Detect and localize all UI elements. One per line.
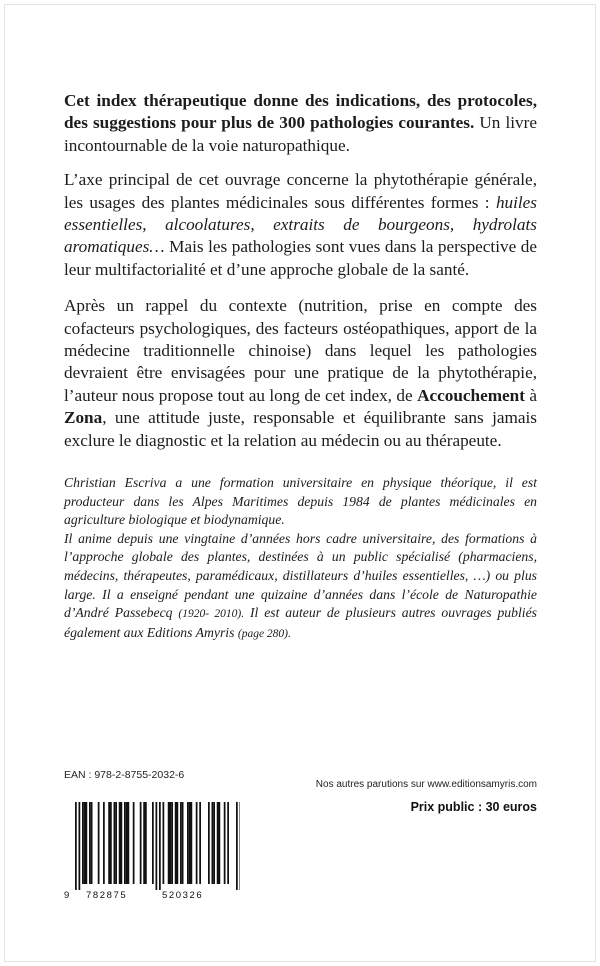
barcode-digits [64,890,240,904]
barcode-bar [86,802,88,884]
barcode-bar [121,802,123,884]
barcode-bar [89,802,91,884]
rappel-text-after: , une attitude juste, responsable et équilibrante sans jamais exclure le diagnostic et la relation au médecin ou au thérapeute. [64,408,537,450]
barcode-bar [170,802,172,884]
barcode-bar [140,802,142,884]
intro-paragraph [64,90,537,157]
barcode-bar [103,802,105,884]
barcode-bar [212,802,214,884]
barcode-bar [82,802,84,884]
barcode-bar [156,802,158,890]
rappel-text-before: Après un rappel du contexte (nutrition, prise en compte des cofacteurs psychologiques, des facteurs ostéopathiques, apport de la médecine traditionnelle chinoise) dans lequel les pathologies devraient être envisagées pour une pratique de la phytothérapie, l’auteur nous propose tout au long de cet index, de [64,296,537,405]
barcode-left-group: 782875 [86,890,128,901]
barcode-bar [187,802,189,884]
barcode-bar [199,802,201,884]
barcode-bar [110,802,112,884]
barcode-bar [119,802,121,884]
barcode-bar [177,802,179,884]
barcode-bar [126,802,128,884]
intro-bold: Cet index thérapeutique donne des indications, des protocoles, des suggestions pour plus de 300 pathologies courantes. [64,91,537,133]
barcode-bar [196,802,198,884]
footer [64,769,537,919]
barcode-bar [75,802,77,890]
barcode-bar [84,802,86,884]
barcode-bar [191,802,193,884]
barcode-bar [143,802,145,884]
barcode-bar [115,802,117,884]
barcode-bar [227,802,229,884]
bio-p2-before: Il anime depuis une vingtaine d’années hors cadre universitaire, des formations à l’approche globale des plantes, destinées à un public spécialisé (pharmaciens, médecins, thérapeutes, paramédicaux, distillateurs d’huiles essentielles, …) ou plus large. Il a enseigné pendant une quizaine d’années dans l’école de Naturopathie d’André Passebecq [64,530,537,621]
barcode-bar [128,802,130,884]
rappel-paragraph [64,295,537,452]
rappel-mid: à [524,385,537,405]
barcode-bar [159,802,161,890]
barcode-bar [145,802,147,884]
axe-text-after: Mais les pathologies sont vues dans la perspective de leur multifactorialité et d’une approche globale de la santé. [64,237,537,279]
bio-p2-page: (page 280). [237,627,291,640]
bio-p2-dates: (1920- 2010). [178,608,245,621]
barcode-bar [175,802,177,884]
barcode-bar [217,802,219,884]
ean-code: EAN : 978-2-8755-2032-6 [64,769,185,781]
barcode-bar [240,802,241,890]
axe-paragraph [64,169,537,281]
barcode-bars [64,802,240,890]
intro-rest: Un livre incontournable de la voie naturopathique. [64,113,537,155]
publisher-website-link[interactable]: Nos autres parutions sur www.editionsamyris.com [315,779,537,790]
barcode-bar [219,802,221,884]
rappel-bold-accouchement: Accouchement [417,385,525,405]
barcode-bar [236,802,238,890]
bio-paragraph-2 [64,530,537,644]
barcode-bar [108,802,110,884]
barcode-bar [208,802,210,884]
barcode-bar [213,802,215,884]
barcode-bar [79,802,81,890]
barcode-bar [171,802,173,884]
public-price: Prix public : 30 euros [410,800,537,814]
barcode-bar [124,802,126,884]
barcode-bar [91,802,93,884]
barcode-bar [182,802,184,884]
barcode-bar [168,802,170,884]
axe-text-before: L’axe principal de cet ouvrage concerne la phytothérapie générale, les usages des plantes médicinales sous différentes formes : [64,170,537,212]
barcode-bar [163,802,165,884]
barcode-bar [152,802,154,884]
barcode-bar [189,802,191,884]
barcode-first-digit: 9 [64,890,70,901]
barcode-bar [180,802,182,884]
barcode-bar [114,802,116,884]
axe-italic: huiles essentielles, alcoolatures, extraits de bourgeons, hydrolats aromatiques… [64,192,537,257]
barcode-bar [133,802,135,884]
barcode-right-group: 520326 [162,890,204,901]
barcode-bar [98,802,100,884]
bio-paragraph-1: Christian Escriva a une formation universitaire en physique théorique, il est producteur dans les Alpes Maritimes depuis 1984 de plantes médicinales en agriculture biologique et biodynamique. [64,475,537,528]
author-bio [64,474,537,643]
barcode-bar [224,802,226,884]
rappel-bold-zona: Zona [64,408,103,428]
back-cover-text [64,90,537,643]
bio-p2-after: Il est auteur de plusieurs autres ouvrages publiés également aux Editions Amyris [64,605,537,640]
barcode [64,802,240,905]
